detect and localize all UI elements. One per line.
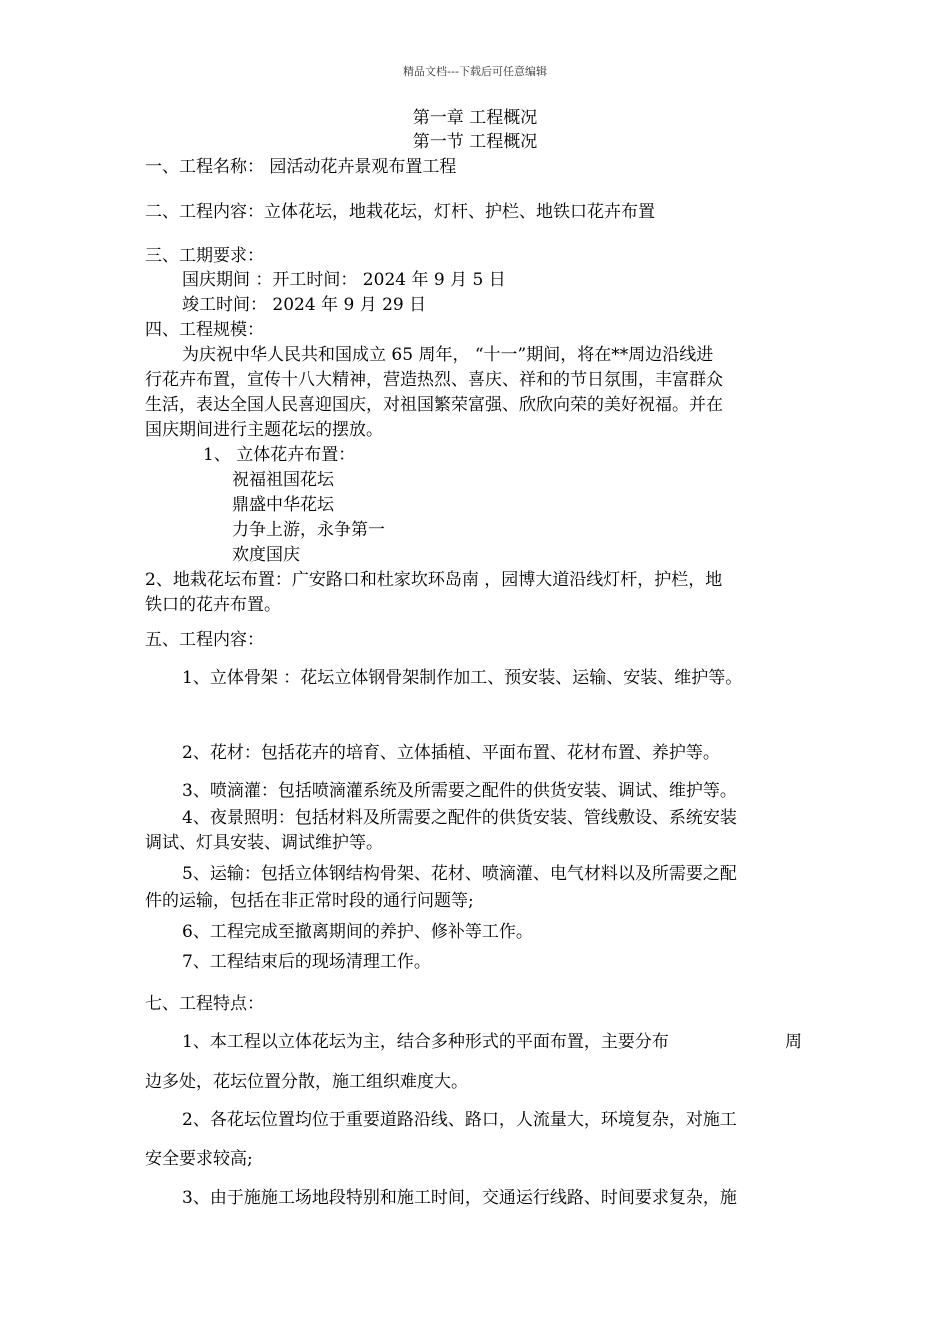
work-heading: 五、工程内容： bbox=[145, 630, 264, 650]
feature-1-line-1: 1、本工程以立体花坛为主，结合多种形式的平面布置，主要分布 bbox=[182, 1032, 669, 1052]
section-title: 第一节 工程概况 bbox=[412, 132, 538, 152]
flower-bed-2: 鼎盛中华花坛 bbox=[232, 495, 334, 515]
period-heading: 三、工期要求： bbox=[145, 246, 264, 266]
feature-2-line-1: 2、各花坛位置均位于重要道路沿线、路口，人流量大，环境复杂，对施工 bbox=[182, 1110, 737, 1130]
work-item-4-line-2: 调试、灯具安装、调试维护等。 bbox=[145, 833, 383, 853]
work-item-6: 6、工程完成至撤离期间的养护、修补等工作。 bbox=[182, 922, 533, 942]
chapter-title: 第一章 工程概况 bbox=[412, 108, 538, 128]
scale-heading: 四、工程规模： bbox=[145, 320, 264, 340]
work-item-1: 1、立体骨架 ：花坛立体钢骨架制作加工、预安装、运输、安装、维护等。 bbox=[182, 668, 743, 688]
scale-paragraph-line-4: 国庆期间进行主题花坛的摆放。 bbox=[145, 420, 383, 440]
flower-bed-1: 祝福祖国花坛 bbox=[232, 470, 334, 490]
item-2-line-1: 2、地栽花坛布置：广安路口和杜家坎环岛南 ，园博大道沿线灯杆，护栏，地 bbox=[145, 570, 723, 590]
end-time-line: 竣工时间： 2024 年 9 月 29 日 bbox=[182, 295, 427, 315]
project-name-line: 一、工程名称： 园活动花卉景观布置工程 bbox=[145, 157, 457, 177]
feature-1-line-2: 边多处，花坛位置分散，施工组织难度大。 bbox=[145, 1072, 468, 1092]
work-item-5-line-2: 件的运输，包括在非正常时段的通行问题等; bbox=[145, 891, 474, 911]
feature-1-gap-char: 周 bbox=[785, 1032, 802, 1052]
flower-bed-3: 力争上游，永争第一 bbox=[232, 520, 385, 540]
features-heading: 七、工程特点： bbox=[145, 994, 264, 1014]
scale-paragraph-line-3: 生活，表达全国人民喜迎国庆，对祖国繁荣富强、欣欣向荣的美好祝福。并在 bbox=[145, 395, 723, 415]
feature-2-line-2: 安全要求较高; bbox=[145, 1149, 253, 1169]
project-content-summary: 二、工程内容：立体花坛，地栽花坛，灯杆、护栏、地铁口花卉布置 bbox=[145, 202, 655, 222]
item-2-line-2: 铁口的花卉布置。 bbox=[145, 595, 281, 615]
scale-paragraph-line-2: 行花卉布置，宣传十八大精神，营造热烈、喜庆、祥和的节日氛围，丰富群众 bbox=[145, 370, 723, 390]
work-item-2: 2、花材：包括花卉的培育、立体插植、平面布置、花材布置、养护等。 bbox=[182, 743, 720, 763]
work-item-4-line-1: 4、夜景照明：包括材料及所需要之配件的供货安装、管线敷设、系统安装 bbox=[182, 808, 737, 828]
flower-bed-4: 欢度国庆 bbox=[232, 545, 300, 565]
start-time-line: 国庆期间 ：开工时间： 2024 年 9 月 5 日 bbox=[182, 270, 506, 290]
work-item-5-line-1: 5、运输：包括立体钢结构骨架、花材、喷滴灌、电气材料以及所需要之配 bbox=[182, 864, 737, 884]
work-item-7: 7、工程结束后的现场清理工作。 bbox=[182, 952, 431, 972]
watermark-header: 精品文档---下载后可任意编辑 bbox=[403, 65, 547, 78]
feature-3-line-1: 3、由于施施工场地段特别和施工时间，交通运行线路、时间要求复杂，施 bbox=[182, 1188, 737, 1208]
scale-paragraph-line-1: 为庆祝中华人民共和国成立 65 周年， “十一”期间，将在**周边沿线进 bbox=[182, 345, 714, 365]
item-1-heading: 1、 立体花卉布置： bbox=[203, 445, 356, 465]
work-item-3: 3、喷滴灌：包括喷滴灌系统及所需要之配件的供货安装、调试、维护等。 bbox=[182, 781, 737, 801]
